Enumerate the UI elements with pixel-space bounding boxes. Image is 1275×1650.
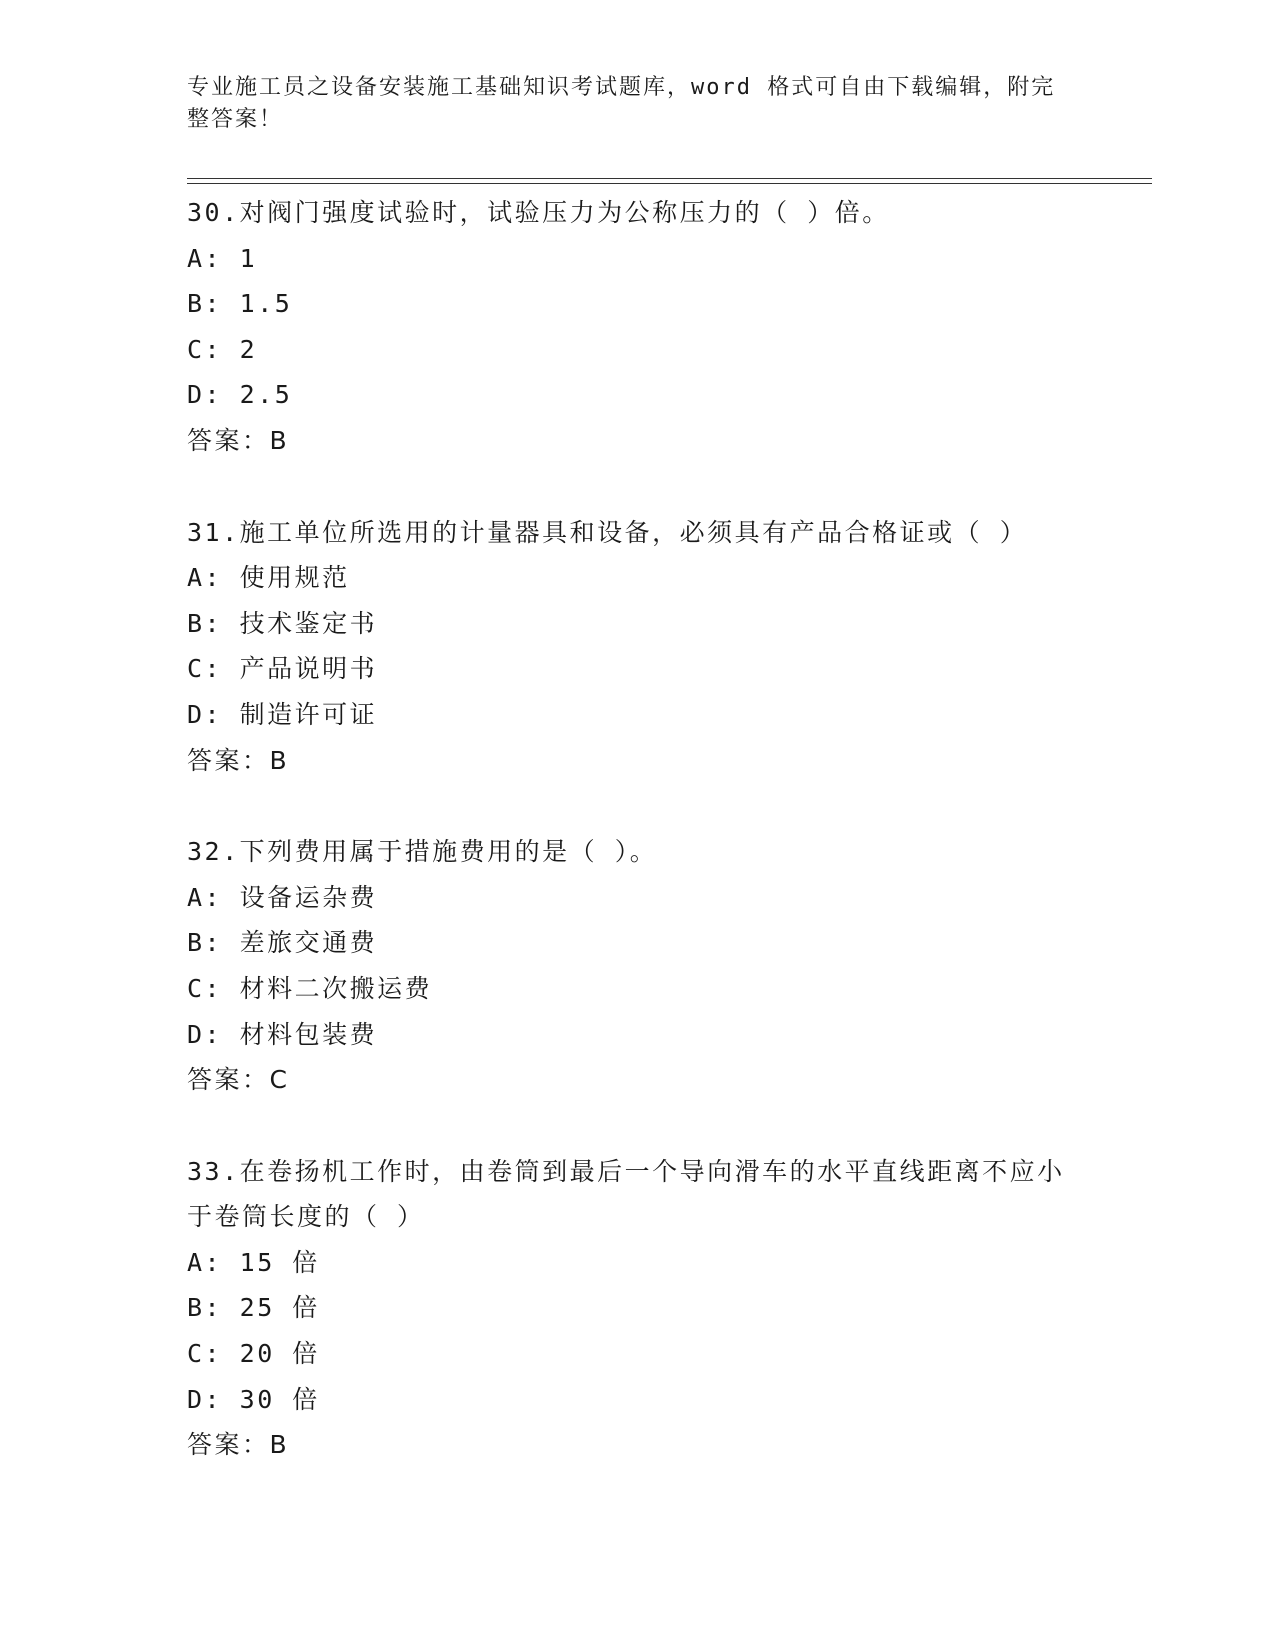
question-stem: 32.下列费用属于措施费用的是（ ）。 bbox=[187, 837, 658, 867]
option-d: D: 制造许可证 bbox=[187, 699, 378, 729]
header-divider-bottom bbox=[187, 183, 1152, 184]
option-a: A: 15 倍 bbox=[187, 1247, 320, 1277]
question-33 bbox=[187, 1149, 1087, 1468]
option-b: B: 技术鉴定书 bbox=[187, 608, 378, 638]
question-30 bbox=[187, 190, 1087, 464]
document-header: 专业施工员之设备安装施工基础知识考试题库，word 格式可自由下载编辑，附完整答案！ bbox=[187, 75, 1056, 132]
option-b: B: 差旅交通费 bbox=[187, 928, 378, 958]
answer: 答案：B bbox=[187, 425, 290, 455]
option-c: C: 材料二次搬运费 bbox=[187, 973, 433, 1003]
answer: 答案：B bbox=[187, 1430, 290, 1460]
question-stem: 30.对阀门强度试验时，试验压力为公称压力的（ ）倍。 bbox=[187, 198, 890, 227]
option-a: A: 设备运杂费 bbox=[187, 882, 378, 912]
option-b: B: 25 倍 bbox=[187, 1293, 320, 1323]
option-a: A: 1 bbox=[187, 243, 258, 273]
option-c: C: 20 倍 bbox=[187, 1339, 320, 1369]
question-31 bbox=[187, 510, 1087, 784]
option-d: D: 材料包装费 bbox=[187, 1019, 378, 1049]
answer: 答案：B bbox=[187, 745, 290, 775]
question-stem: 33.在卷扬机工作时，由卷筒到最后一个导向滑车的水平直线距离不应小于卷筒长度的（ ） bbox=[187, 1156, 1065, 1232]
question-list bbox=[187, 190, 1087, 1514]
question-stem: 31.施工单位所选用的计量器具和设备，必须具有产品合格证或（ ） bbox=[187, 517, 1028, 547]
question-32 bbox=[187, 829, 1087, 1103]
option-c: C: 产品说明书 bbox=[187, 654, 378, 684]
option-d: D: 2.5 bbox=[187, 380, 293, 410]
option-a: A: 使用规范 bbox=[187, 563, 350, 593]
option-c: C: 2 bbox=[187, 334, 258, 364]
header-divider-top bbox=[187, 178, 1152, 179]
option-d: D: 30 倍 bbox=[187, 1384, 320, 1414]
option-b: B: 1.5 bbox=[187, 289, 293, 319]
answer: 答案：C bbox=[187, 1065, 290, 1095]
